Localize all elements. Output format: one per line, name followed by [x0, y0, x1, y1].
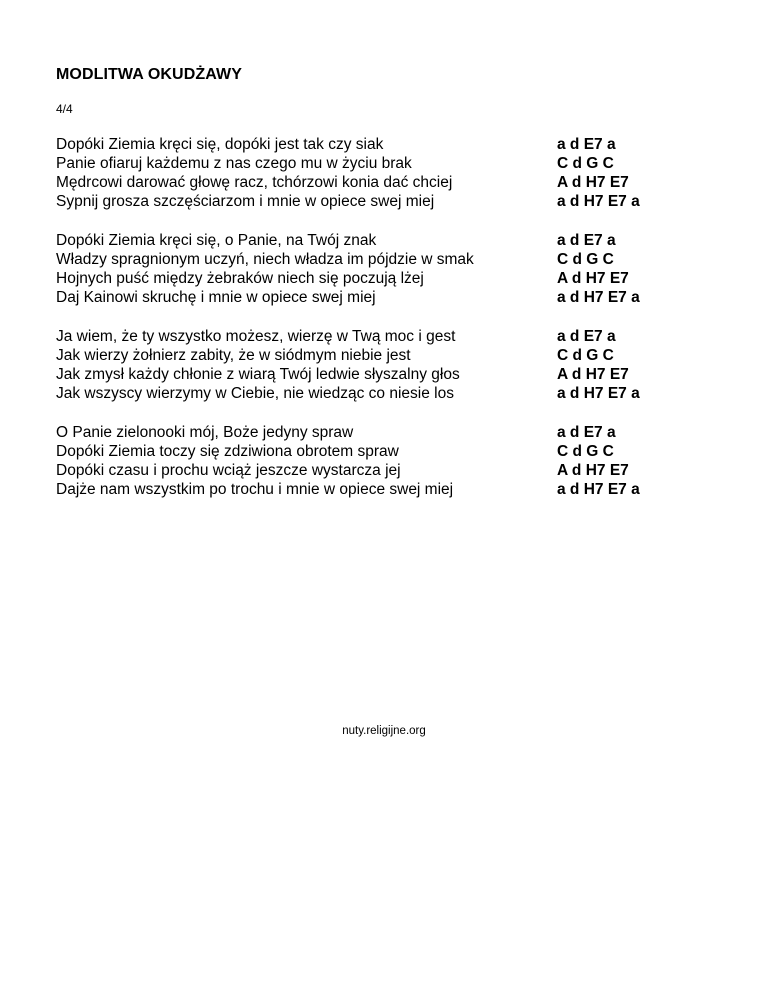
chord-progression: A d H7 E7: [557, 174, 629, 191]
song-title: MODLITWA OKUDŻAWY: [56, 66, 242, 83]
chord-progression: a d H7 E7 a: [557, 193, 640, 210]
verse-line: [56, 192, 716, 211]
verse-line: [56, 269, 716, 288]
chord-progression: C d G C: [557, 251, 614, 268]
verse-line: [56, 231, 716, 250]
lyric-text: Dopóki czasu i prochu wciąż jeszcze wystarcza jej: [56, 462, 401, 479]
verse-line: [56, 461, 716, 480]
chord-progression: C d G C: [557, 347, 614, 364]
verse-line: [56, 384, 716, 403]
verse: [56, 327, 716, 403]
verse-line: [56, 346, 716, 365]
verse-line: [56, 288, 716, 307]
chord-progression: a d E7 a: [557, 232, 616, 249]
lyric-text: Jak wszyscy wierzymy w Ciebie, nie wiedząc co niesie los: [56, 385, 454, 402]
lyric-text: Dopóki Ziemia kręci się, o Panie, na Twój znak: [56, 232, 377, 249]
lyric-text: Dopóki Ziemia toczy się zdziwiona obrotem spraw: [56, 443, 399, 460]
chord-progression: a d E7 a: [557, 136, 616, 153]
lyric-text: O Panie zielonooki mój, Boże jedyny spraw: [56, 424, 354, 441]
chord-progression: C d G C: [557, 443, 614, 460]
chord-progression: a d H7 E7 a: [557, 289, 640, 306]
time-signature: 4/4: [56, 102, 73, 116]
lyric-text: Władzy spragnionym uczyń, niech władza im pójdzie w smak: [56, 251, 474, 268]
verse-line: [56, 365, 716, 384]
lyric-text: Dopóki Ziemia kręci się, dopóki jest tak czy siak: [56, 136, 384, 153]
chord-progression: A d H7 E7: [557, 366, 629, 383]
lyric-text: Daj Kainowi skruchę i mnie w opiece swej miej: [56, 289, 376, 306]
chord-progression: a d E7 a: [557, 328, 616, 345]
chord-progression: C d G C: [557, 155, 614, 172]
verse-line: [56, 442, 716, 461]
verse: [56, 231, 716, 307]
lyric-text: Jak wierzy żołnierz zabity, że w siódmym niebie jest: [56, 347, 411, 364]
verses: [56, 135, 716, 519]
lyric-text: Ja wiem, że ty wszystko możesz, wierzę w Twą moc i gest: [56, 328, 456, 345]
verse-line: [56, 250, 716, 269]
chord-progression: A d H7 E7: [557, 270, 629, 287]
lyric-text: Jak zmysł każdy chłonie z wiarą Twój ledwie słyszalny głos: [56, 366, 460, 383]
lyric-text: Sypnij grosza szczęściarzom i mnie w opiece swej miej: [56, 193, 435, 210]
chord-progression: a d H7 E7 a: [557, 481, 640, 498]
chord-progression: a d E7 a: [557, 424, 616, 441]
verse-line: [56, 480, 716, 499]
verse-line: [56, 173, 716, 192]
verse: [56, 135, 716, 211]
lyric-text: Panie ofiaruj każdemu z nas czego mu w życiu brak: [56, 155, 412, 172]
verse-line: [56, 154, 716, 173]
chord-progression: A d H7 E7: [557, 462, 629, 479]
verse-line: [56, 327, 716, 346]
lyric-text: Mędrcowi darować głowę racz, tchórzowi konia dać chciej: [56, 174, 453, 191]
chord-progression: a d H7 E7 a: [557, 385, 640, 402]
verse-line: [56, 423, 716, 442]
verse: [56, 423, 716, 499]
source-footer: nuty.religijne.org: [342, 725, 426, 737]
lyric-text: Hojnych puść między żebraków niech się poczują lżej: [56, 270, 424, 287]
verse-line: [56, 135, 716, 154]
lyric-text: Dajże nam wszystkim po trochu i mnie w opiece swej miej: [56, 481, 454, 498]
